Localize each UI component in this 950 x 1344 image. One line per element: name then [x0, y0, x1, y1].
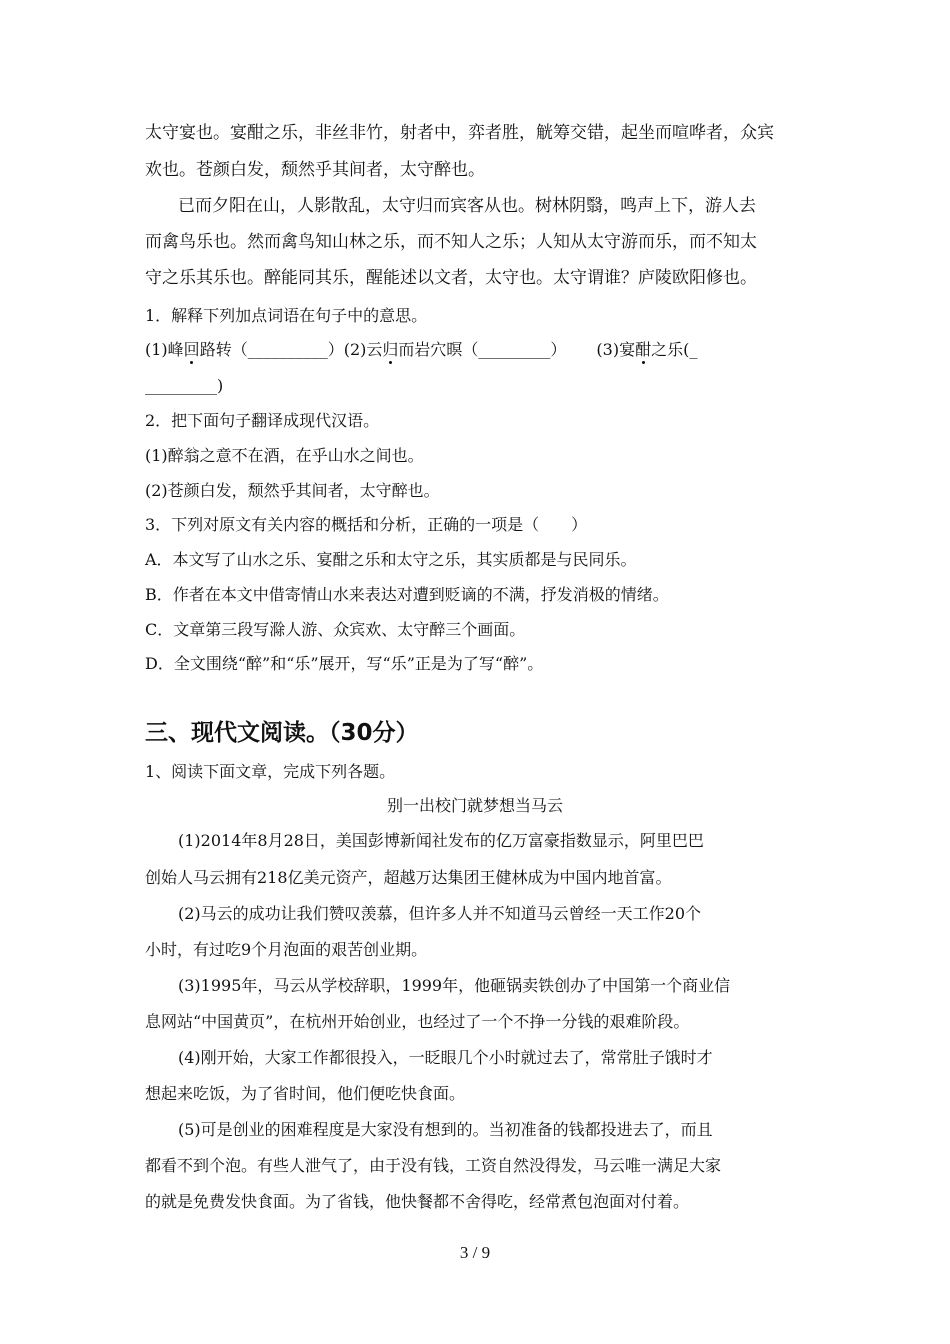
passage-line: 而禽鸟乐也。然而禽鸟知山林之乐，而不知人之乐；人知从太守游而乐，而不知太 — [145, 232, 757, 252]
question-1-prompt: 1．解释下列加点词语在句子中的意思。 — [145, 306, 428, 325]
dotted-char-2: 归 — [382, 340, 399, 359]
article-line: (1)2014年8月28日，美国彭博新闻社发布的亿万富豪指数显示，阿里巴巴 — [178, 831, 704, 850]
item-1-prefix: (1)峰 — [145, 340, 184, 359]
question-1-blank-end: _________) — [145, 376, 224, 395]
article-line: 的就是免费发快食面。为了省钱，他快餐都不舍得吃，经常煮包泡面对付着。 — [145, 1192, 690, 1211]
page-number: 3 / 9 — [459, 1243, 491, 1262]
item-1-suffix: 路转（__________） — [199, 340, 344, 359]
item-2-suffix: 而岩穴暝（_________） — [398, 340, 567, 359]
section-3-heading: 三、现代文阅读。（30分） — [145, 720, 419, 746]
question-2-sentence-1: (1)醉翁之意不在酒，在乎山水之间也。 — [145, 446, 424, 465]
article-line: 想起来吃饭，为了省时间，他们便吃快食面。 — [145, 1084, 466, 1103]
article-line: (3)1995年，马云从学校辞职，1999年，他砸锅卖铁创办了中国第一个商业信 — [178, 976, 731, 995]
option-b: B．作者在本文中借寄情山水来表达对遭到贬谪的不满，抒发消极的情绪。 — [145, 585, 669, 604]
item-3-suffix: 之乐(_ — [651, 340, 698, 359]
article-line: (4)刚开始，大家工作都很投入，一眨眼几个小时就过去了，常常肚子饿时才 — [178, 1048, 713, 1067]
question-1-items — [145, 338, 845, 362]
article-line: (2)马云的成功让我们赞叹羡慕，但许多人并不知道马云曾经一天工作20个 — [178, 904, 702, 923]
article-title: 别一出校门就梦想当马云 — [386, 796, 563, 815]
item-2-prefix: (2)云 — [343, 340, 383, 359]
article-line: 都看不到个泡。有些人泄气了，由于没有钱，工资自然没得发，马云唯一满足大家 — [145, 1156, 722, 1175]
option-c: C．文章第三段写滁人游、众宾欢、太守醉三个画面。 — [145, 620, 526, 639]
article-line: (5)可是创业的困难程度是大家没有想到的。当初准备的钱都投进去了，而且 — [178, 1120, 713, 1139]
article-line: 创始人马云拥有218亿美元资产，超越万达集团王健林成为中国内地首富。 — [145, 868, 672, 887]
section-3-instruction: 1、阅读下面文章，完成下列各题。 — [145, 762, 396, 781]
passage-line: 太守宴也。宴酣之乐，非丝非竹，射者中，弈者胜，觥筹交错，起坐而喧哗者，众宾 — [145, 123, 774, 143]
question-2-prompt: 2．把下面句子翻译成现代汉语。 — [145, 411, 380, 430]
passage-line: 已而夕阳在山，人影散乱，太守归而宾客从也。树林阴翳，鸣声上下，游人去 — [178, 196, 756, 216]
passage-line: 守之乐其乐也。醉能同其乐，醒能述以文者，太守也。太守谓谁？庐陵欧阳修也。 — [145, 268, 757, 288]
passage-line: 欢也。苍颜白发，颓然乎其间者，太守醉也。 — [145, 160, 485, 180]
question-2-sentence-2: (2)苍颜白发，颓然乎其间者，太守醉也。 — [145, 481, 440, 500]
article-line: 息网站“中国黄页”，在杭州开始创业，也经过了一个不挣一分钱的艰难阶段。 — [145, 1012, 690, 1031]
option-a: A．本文写了山水之乐、宴酣之乐和太守之乐，其实质都是与民同乐。 — [145, 550, 637, 569]
option-d: D．全文围绕“醉”和“乐”展开，写“乐”正是为了写“醉”。 — [145, 654, 544, 673]
item-3-prefix: (3)宴 — [596, 340, 636, 359]
question-3-prompt: 3．下列对原文有关内容的概括和分析，正确的一项是（ ） — [145, 515, 588, 534]
dotted-char-3: 酣 — [635, 340, 652, 359]
dotted-char-1: 回 — [183, 340, 200, 359]
article-line: 小时，有过吃9个月泡面的艰苦创业期。 — [145, 940, 428, 959]
